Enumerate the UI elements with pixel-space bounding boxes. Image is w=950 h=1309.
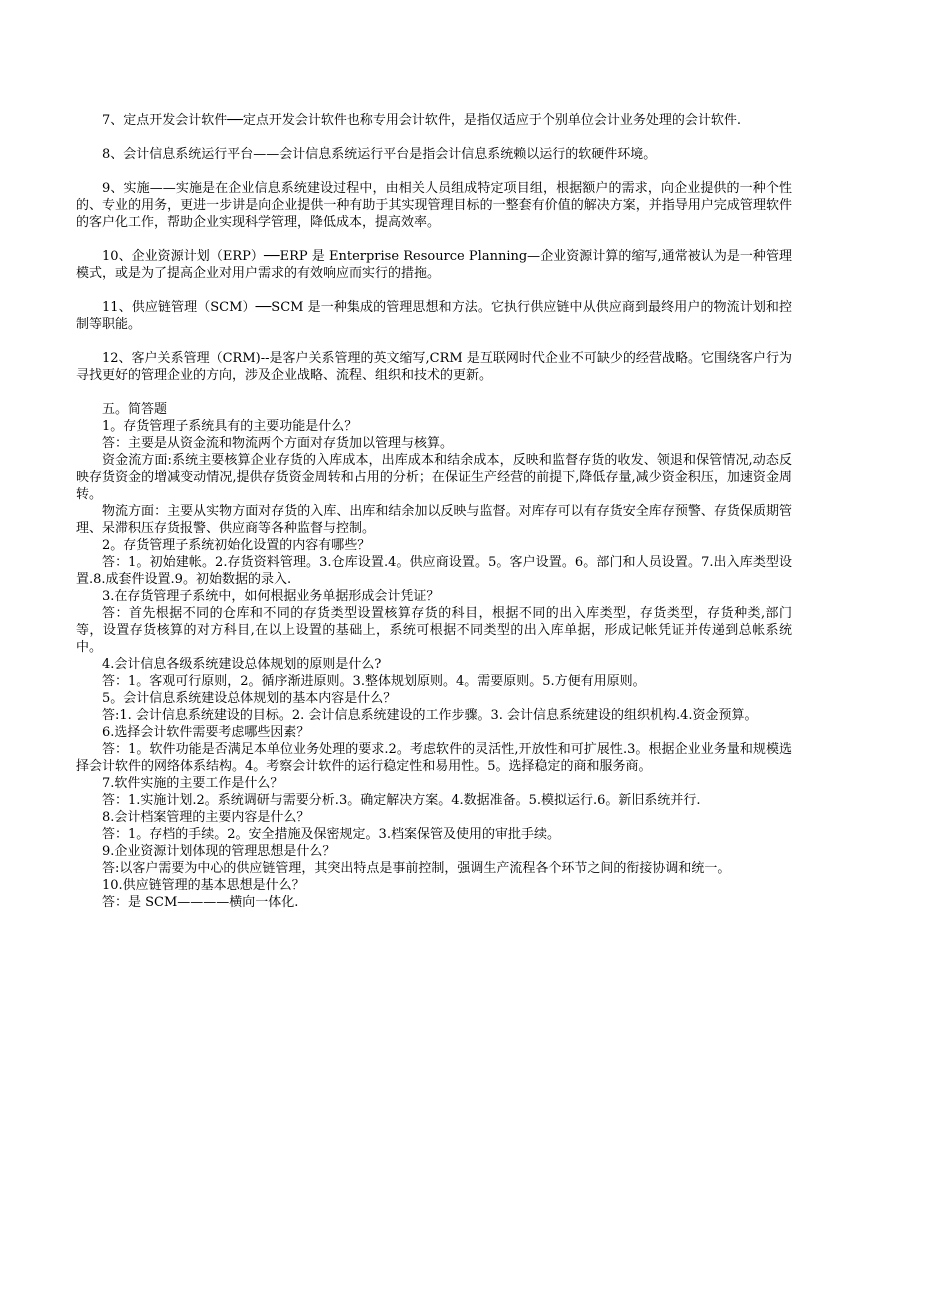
answer-2: 答：1。初始建帐。2.存货资料管理。3.仓库设置.4。供应商设置。5。客户设置。6。部门和人员设置。7.出入库类型设置.8.成套件设置.9。初始数据的录入. (76, 555, 792, 587)
document-page (76, 112, 792, 911)
answer-1: 答：主要是从资金流和物流两个方面对存货加以管理与核算。 (102, 436, 454, 451)
answer-8: 答：1。存档的手续。2。安全措施及保密规定。3.档案保管及使用的审批手续。 (102, 827, 560, 842)
question-8: 8.会计档案管理的主要内容是什么？ (102, 810, 310, 825)
answer-6: 答：1。软件功能是否满足本单位业务处理的要求.2。考虑软件的灵活性,开放性和可扩展性.3。根据企业业务量和规模选择会计软件的网络体系结构。4。考察会计软件的运行稳定性和易用性。5。选择稳定的商和服务商。 (76, 742, 792, 774)
question-3: 3.在存货管理子系统中，如何根据业务单据形成会计凭证？ (102, 589, 440, 604)
question-9: 9.企业资源计划体现的管理思想是什么？ (102, 844, 336, 859)
answer-9: 答:以客户需要为中心的供应链管理，其突出特点是事前控制，强调生产流程各个环节之间的衔接协调和统一。 (102, 861, 731, 876)
answer-10: 答：是 SCM————横向一体化. (102, 895, 299, 910)
definition-11: 11、供应链管理（SCM）──SCM 是一种集成的管理思想和方法。它执行供应链中从供应商到最终用户的物流计划和控制等职能。 (76, 300, 792, 332)
definition-10: 10、企业资源计划（ERP）──ERP 是 Enterprise Resource Planning—企业资源计算的缩写,通常被认为是一种管理模式，或是为了提高企业对用户需求的有效响应而实行的措拖。 (76, 249, 792, 281)
answer-1-logistics: 物流方面：主要从实物方面对存货的入库、出库和结余加以反映与监督。对库存可以有存货安全库存预警、存货保质期管理、呆滞积压存货报警、供应商等各种监督与控制。 (76, 504, 792, 536)
answer-1-capital-flow: 资金流方面:系统主要核算企业存货的入库成本，出库成本和结余成本，反映和监督存货的收发、领退和保管情况,动态反映存货资金的增减变动情况,提供存货资金周转和占用的分析；在保证生产经营的前提下,降低存量,减少资金积压，加速资金周转。 (76, 453, 792, 502)
question-10: 10.供应链管理的基本思想是什么？ (102, 878, 305, 893)
section-heading: 五。简答题 (102, 402, 168, 417)
definition-9: 9、实施——实施是在企业信息系统建设过程中，由相关人员组成特定项目组，根据额户的需求，向企业提供的一种个性的、专业的用务，更进一步讲是向企业提供一种有助于其实现管理目标的一整套有价值的解决方案，并指导用户完成管理软件的客户化工作，帮助企业实现科学管理，降低成本，提高效率。 (76, 181, 792, 230)
question-1: 1。存货管理子系统具有的主要功能是什么？ (102, 419, 358, 434)
definition-7: 7、定点开发会计软件──定点开发会计软件也称专用会计软件，是指仅适应于个别单位会计业务处理的会计软件. (102, 113, 742, 128)
question-2: 2。存货管理子系统初始化设置的内容有哪些？ (102, 538, 371, 553)
question-7: 7.软件实施的主要工作是什么？ (102, 776, 284, 791)
short-answer-section (76, 401, 792, 911)
question-6: 6.选择会计软件需要考虑哪些因素？ (102, 725, 310, 740)
answer-7: 答：1.实施计划.2。系统调研与需要分析.3。确定解决方案。4.数据准备。5.模拟运行.6。新旧系统并行. (102, 793, 701, 808)
answer-3: 答：首先根据不同的仓库和不同的存货类型设置核算存货的科目，根据不同的出入库类型，存货类型，存货种类,部门等，设置存货核算的对方科目,在以上设置的基础上，系统可根据不同类型的出入库单据，形成记帐凭证并传递到总帐系统中。 (76, 606, 792, 655)
definition-12: 12、客户关系管理（CRM)--是客户关系管理的英文缩写,CRM 是互联网时代企业不可缺少的经营战略。它围绕客户行为寻找更好的管理企业的方向，涉及企业战略、流程、组织和技术的更新。 (76, 351, 792, 383)
question-4: 4.会计信息各级系统建设总体规划的原则是什么? (102, 657, 382, 672)
answer-4: 答：1。客观可行原则，2。循序渐进原则。3.整体规划原则。4。需要原则。5.方便有用原则。 (102, 674, 646, 689)
answer-5: 答:1. 会计信息系统建设的目标。2. 会计信息系统建设的工作步骤。3. 会计信息系统建设的组织机构.4.资金预算。 (102, 708, 758, 723)
definition-8: 8、会计信息系统运行平台——会计信息系统运行平台是指会计信息系统赖以运行的软硬件环境。 (102, 147, 657, 162)
question-5: 5。会计信息系统建设总体规划的基本内容是什么？ (102, 691, 397, 706)
